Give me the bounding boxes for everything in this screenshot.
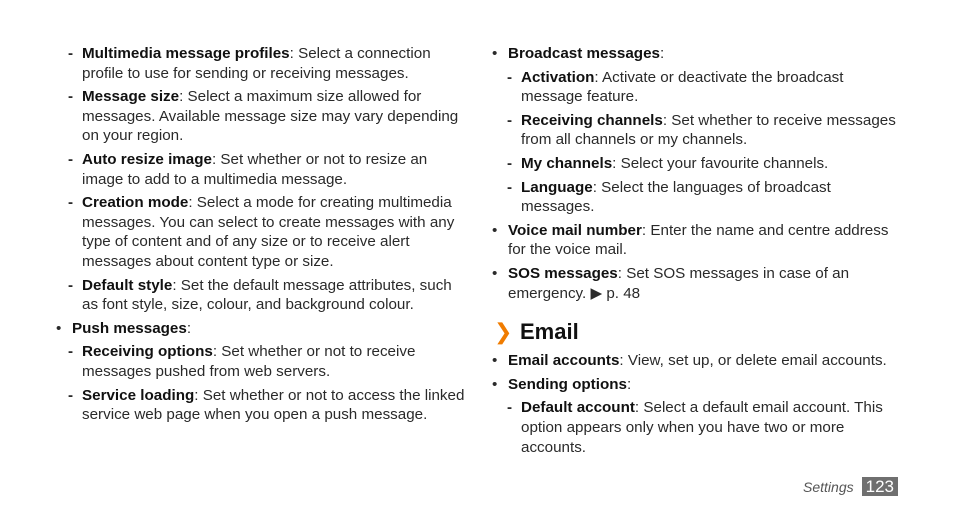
dash-marker: - [68, 343, 74, 361]
chevron-right-icon: ❯ [494, 319, 513, 345]
item-description: : [186, 319, 192, 337]
item-description: : View, set up, or delete email accounts. [619, 352, 887, 370]
item-description: : Set whether or not to receive messages pushed from web servers. [82, 343, 416, 380]
item-title: Push messages [72, 319, 187, 337]
left-column [56, 44, 466, 429]
item-title: Language [521, 178, 593, 196]
item-title: Auto resize image [82, 150, 212, 168]
bullet-item [492, 264, 902, 303]
footer-section-label: Settings [803, 478, 854, 495]
sub-item [492, 111, 902, 150]
dash-marker: - [68, 88, 74, 106]
item-title: Receiving options [82, 343, 213, 361]
sub-item [56, 87, 466, 146]
dash-marker: - [68, 386, 74, 404]
item-description: : Select your favourite channels. [612, 154, 829, 172]
bullet-marker: • [492, 221, 498, 239]
dash-marker: - [68, 276, 74, 294]
item-title: My channels [521, 154, 613, 172]
item-title: Broadcast messages [508, 45, 660, 62]
item-description: : Select the languages of broadcast messages. [521, 178, 831, 216]
dash-marker: - [507, 178, 513, 196]
item-title: Sending options [508, 375, 627, 393]
page-number: 123 [862, 477, 898, 496]
sub-item [56, 150, 466, 189]
bullet-item [492, 375, 902, 395]
sub-item [56, 386, 466, 425]
bullet-item [492, 221, 902, 260]
item-title: Multimedia message profiles [82, 45, 290, 62]
right-settings-list [492, 44, 902, 303]
item-title: Receiving channels [521, 111, 663, 129]
bullet-marker: • [56, 319, 62, 337]
dash-marker: - [507, 68, 513, 86]
item-description: : Select a default email account. This option appears only when you have two or more accounts. [521, 399, 883, 456]
sub-item [56, 342, 466, 381]
item-title: SOS messages [508, 264, 618, 282]
item-title: Message size [82, 88, 180, 106]
bullet-item [56, 319, 466, 339]
item-description: : Activate or deactivate the broadcast message feature. [521, 68, 844, 106]
section-title: Email [520, 319, 579, 345]
item-description: : [659, 45, 665, 62]
item-title: Creation mode [82, 194, 189, 212]
item-title: Service loading [82, 386, 195, 404]
item-title: Email accounts [508, 352, 620, 370]
item-description: : Set SOS messages in case of an emergency. ▶ p. 48 [508, 264, 850, 302]
bullet-marker: • [492, 45, 498, 62]
item-description: : Set whether or not to access the linked service web page when you open a push message. [82, 386, 465, 424]
item-description: : Set whether or not to resize an image to add to a multimedia message. [82, 150, 428, 188]
dash-marker: - [507, 154, 513, 172]
dash-marker: - [507, 111, 513, 129]
bullet-item [492, 44, 902, 64]
sub-item [492, 398, 902, 457]
item-description: : Set the default message attributes, such as font style, size, colour, and background colour. [82, 276, 452, 314]
sub-item [56, 44, 466, 83]
item-title: Voice mail number [508, 221, 642, 239]
sub-item [56, 193, 466, 271]
item-title: Activation [521, 68, 595, 86]
bullet-marker: • [492, 375, 498, 393]
dash-marker: - [68, 150, 74, 168]
sub-item [56, 276, 466, 315]
sub-item [492, 178, 902, 217]
right-column [492, 44, 902, 461]
item-description: : Select a mode for creating multimedia messages. You can select to create messages with any type of content and of any size or to receive alert messages about content type or size. [82, 194, 455, 270]
bullet-item [492, 351, 902, 371]
item-title: Default account [521, 399, 635, 417]
sub-item [492, 68, 902, 107]
section-heading-email [492, 319, 902, 345]
dash-marker: - [68, 194, 74, 212]
dash-marker: - [507, 399, 513, 417]
left-settings-list [56, 44, 466, 425]
sub-item [492, 154, 902, 174]
item-description: : Select a maximum size allowed for messages. Available message size may vary depending on your region. [82, 88, 459, 145]
dash-marker: - [68, 45, 74, 62]
item-description: : Enter the name and centre address for the voice mail. [508, 221, 889, 259]
item-description: : [626, 375, 632, 393]
item-title: Default style [82, 276, 173, 294]
item-description: : Select a connection profile to use for sending or receiving messages. [82, 45, 431, 82]
page-footer [803, 477, 898, 496]
bullet-marker: • [492, 264, 498, 282]
item-description: : Set whether to receive messages from all channels or my channels. [521, 111, 896, 149]
bullet-marker: • [492, 352, 498, 370]
email-settings-list [492, 351, 902, 457]
